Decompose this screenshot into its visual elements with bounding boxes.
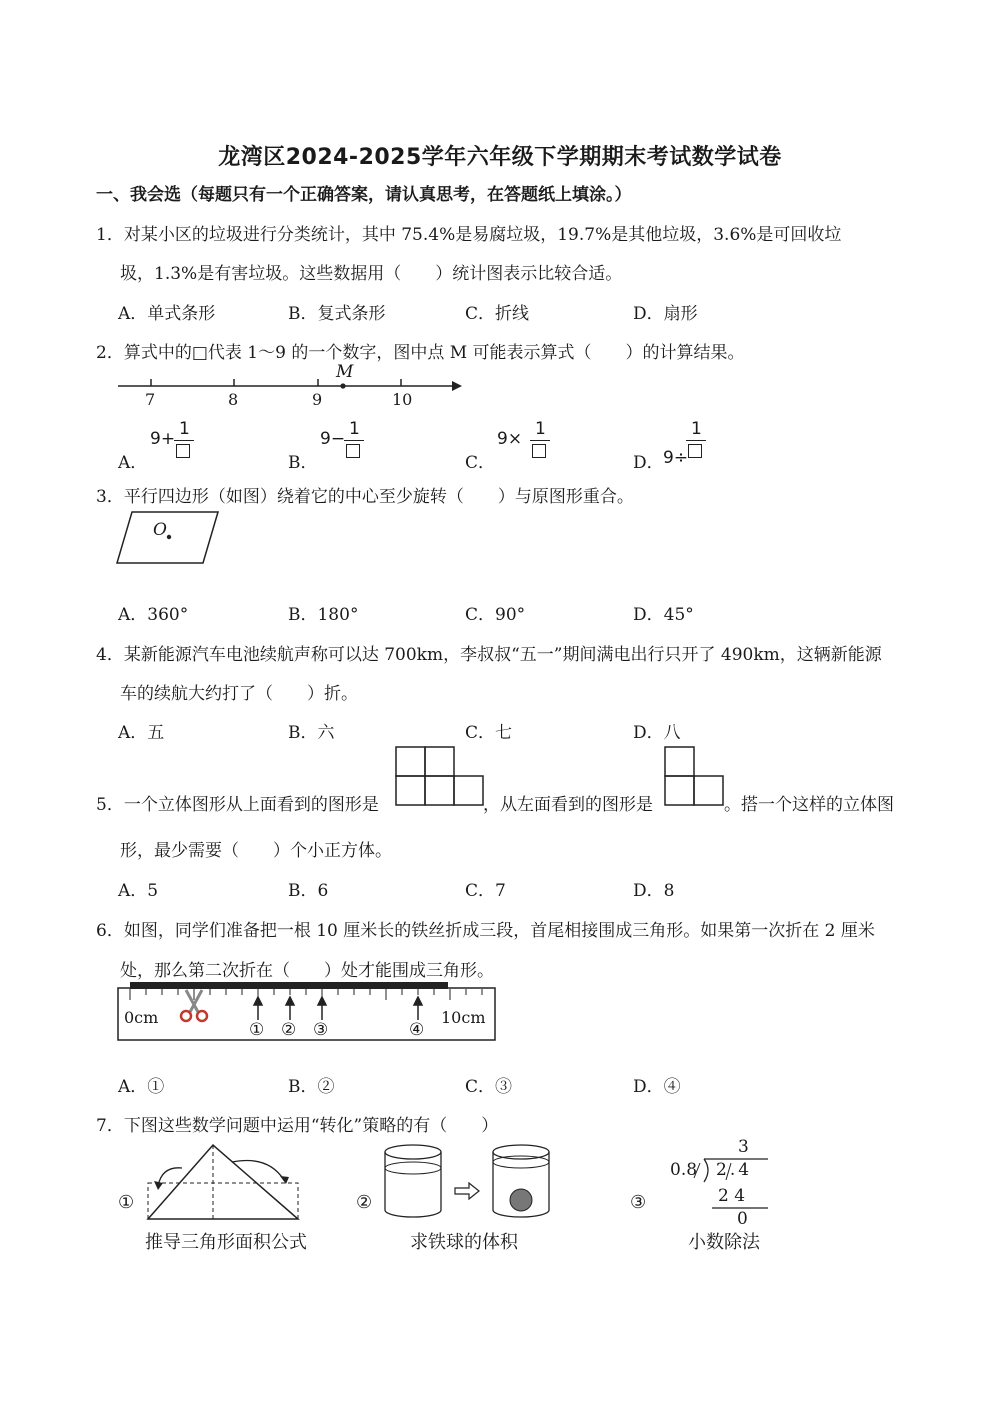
q1-option-a: A．单式条形 (118, 304, 216, 324)
section-heading: 一、我会选（每题只有一个正确答案，请认真思考，在答题纸上填涂。） (96, 185, 632, 205)
point-m-label: M (336, 362, 354, 382)
q2-line1: 2．算式中的□代表 1～9 的一个数字，图中点 M 可能表示算式（ ）的计算结果。 (96, 343, 745, 363)
q3-option-c: C．90° (465, 605, 526, 625)
q4-option-a: A．五 (118, 723, 165, 743)
division-product: 2 4 (718, 1186, 746, 1206)
q3-option-b: B．180° (288, 605, 359, 625)
q7-item1-caption: 推导三角形面积公式 (145, 1232, 307, 1253)
mark-3: ③ (313, 1020, 329, 1040)
q1-line1: 1．对某小区的垃圾进行分类统计，其中 75.4%是易腐垃圾，19.7%是其他垃圾，3.6%是可回收垃 (96, 225, 842, 245)
tick-10: 10 (392, 390, 413, 409)
q2-option-a-letter: A． (118, 453, 148, 473)
q1-line2: 圾，1.3%是有害垃圾。这些数据用（ ）统计图表示比较合适。 (120, 264, 623, 284)
q2-option-c-num: 1 (535, 419, 546, 439)
q2-option-b-op: 9− (320, 429, 346, 449)
q5-part2: ，从左面看到的图形是 (483, 795, 653, 815)
ruler-end-label: 10cm (441, 1008, 486, 1027)
center-o-label: O (153, 520, 167, 540)
mark-2: ② (281, 1020, 297, 1040)
mark-4: ④ (409, 1020, 425, 1040)
q2-option-a-op: 9+ (150, 429, 176, 449)
q6-option-b: B．② (288, 1077, 335, 1097)
q3-line1: 3．平行四边形（如图）绕着它的中心至少旋转（ ）与原图形重合。 (96, 487, 634, 507)
q5-option-b: B．6 (288, 881, 329, 901)
q2-option-c-op: 9× (497, 429, 523, 449)
q1-option-b: B．复式条形 (288, 304, 386, 324)
division-divisor: 0.8 (670, 1160, 698, 1180)
q4-option-b: B．六 (288, 723, 335, 743)
q6-line2: 处，那么第二次折在（ ）处才能围成三角形。 (120, 961, 494, 981)
mark-1: ① (249, 1020, 265, 1040)
q2-option-a-num: 1 (179, 419, 190, 439)
ruler-start-label: 0cm (124, 1008, 159, 1027)
q7-item3-num: ③ (630, 1192, 647, 1213)
q5-line2: 形，最少需要（ ）个小正方体。 (120, 841, 392, 861)
tick-8: 8 (228, 390, 239, 409)
q5-option-c: C．7 (465, 881, 506, 901)
q3-option-d: D．45° (633, 605, 694, 625)
q6-option-a: A．① (118, 1077, 165, 1097)
q4-line2: 车的续航大约打了（ ）折。 (120, 684, 358, 704)
division-quotient: 3 (738, 1137, 749, 1157)
q7-item1-num: ① (118, 1192, 135, 1213)
division-remainder: 0 (737, 1209, 748, 1229)
q5-option-a: A．5 (118, 881, 159, 901)
q2-option-d-op: 9÷ (663, 448, 689, 468)
q4-option-d: D．八 (633, 723, 681, 743)
q2-option-b-num: 1 (349, 419, 360, 439)
q2-option-d-letter: D． (633, 453, 664, 473)
q6-option-c: C．③ (465, 1077, 513, 1097)
q5-part1: 5．一个立体图形从上面看到的图形是 (96, 795, 379, 815)
q5-option-d: D．8 (633, 881, 675, 901)
q7-item2-num: ② (356, 1192, 373, 1213)
tick-9: 9 (312, 390, 323, 409)
q6-option-d: D．④ (633, 1077, 681, 1097)
division-dividend: 2.4 (716, 1160, 753, 1180)
q2-option-d-num: 1 (691, 419, 702, 439)
q4-line1: 4．某新能源汽车电池续航声称可以达 700km，李叔叔“五一”期间满电出行只开了 490km，这辆新能源 (96, 645, 882, 665)
q2-option-c-letter: C． (465, 453, 496, 473)
q5-part3: 。搭一个这样的立体图 (724, 795, 894, 815)
q4-option-c: C．七 (465, 723, 513, 743)
q7-item2-caption: 求铁球的体积 (410, 1232, 518, 1253)
q7-line1: 7．下图这些数学问题中运用“转化”策略的有（ ） (96, 1116, 499, 1136)
q1-option-c: C．折线 (465, 304, 530, 324)
tick-7: 7 (145, 390, 156, 409)
q6-line1: 6．如图，同学们准备把一根 10 厘米长的铁丝折成三段，首尾相接围成三角形。如果第一次折在 2 厘米 (96, 921, 875, 941)
q3-option-a: A．360° (118, 605, 189, 625)
q2-option-b-letter: B． (288, 453, 318, 473)
q1-option-d: D．扇形 (633, 304, 698, 324)
q7-item3-caption: 小数除法 (688, 1232, 760, 1253)
page-title: 龙湾区2024-2025学年六年级下学期期末考试数学试卷 (218, 145, 782, 170)
